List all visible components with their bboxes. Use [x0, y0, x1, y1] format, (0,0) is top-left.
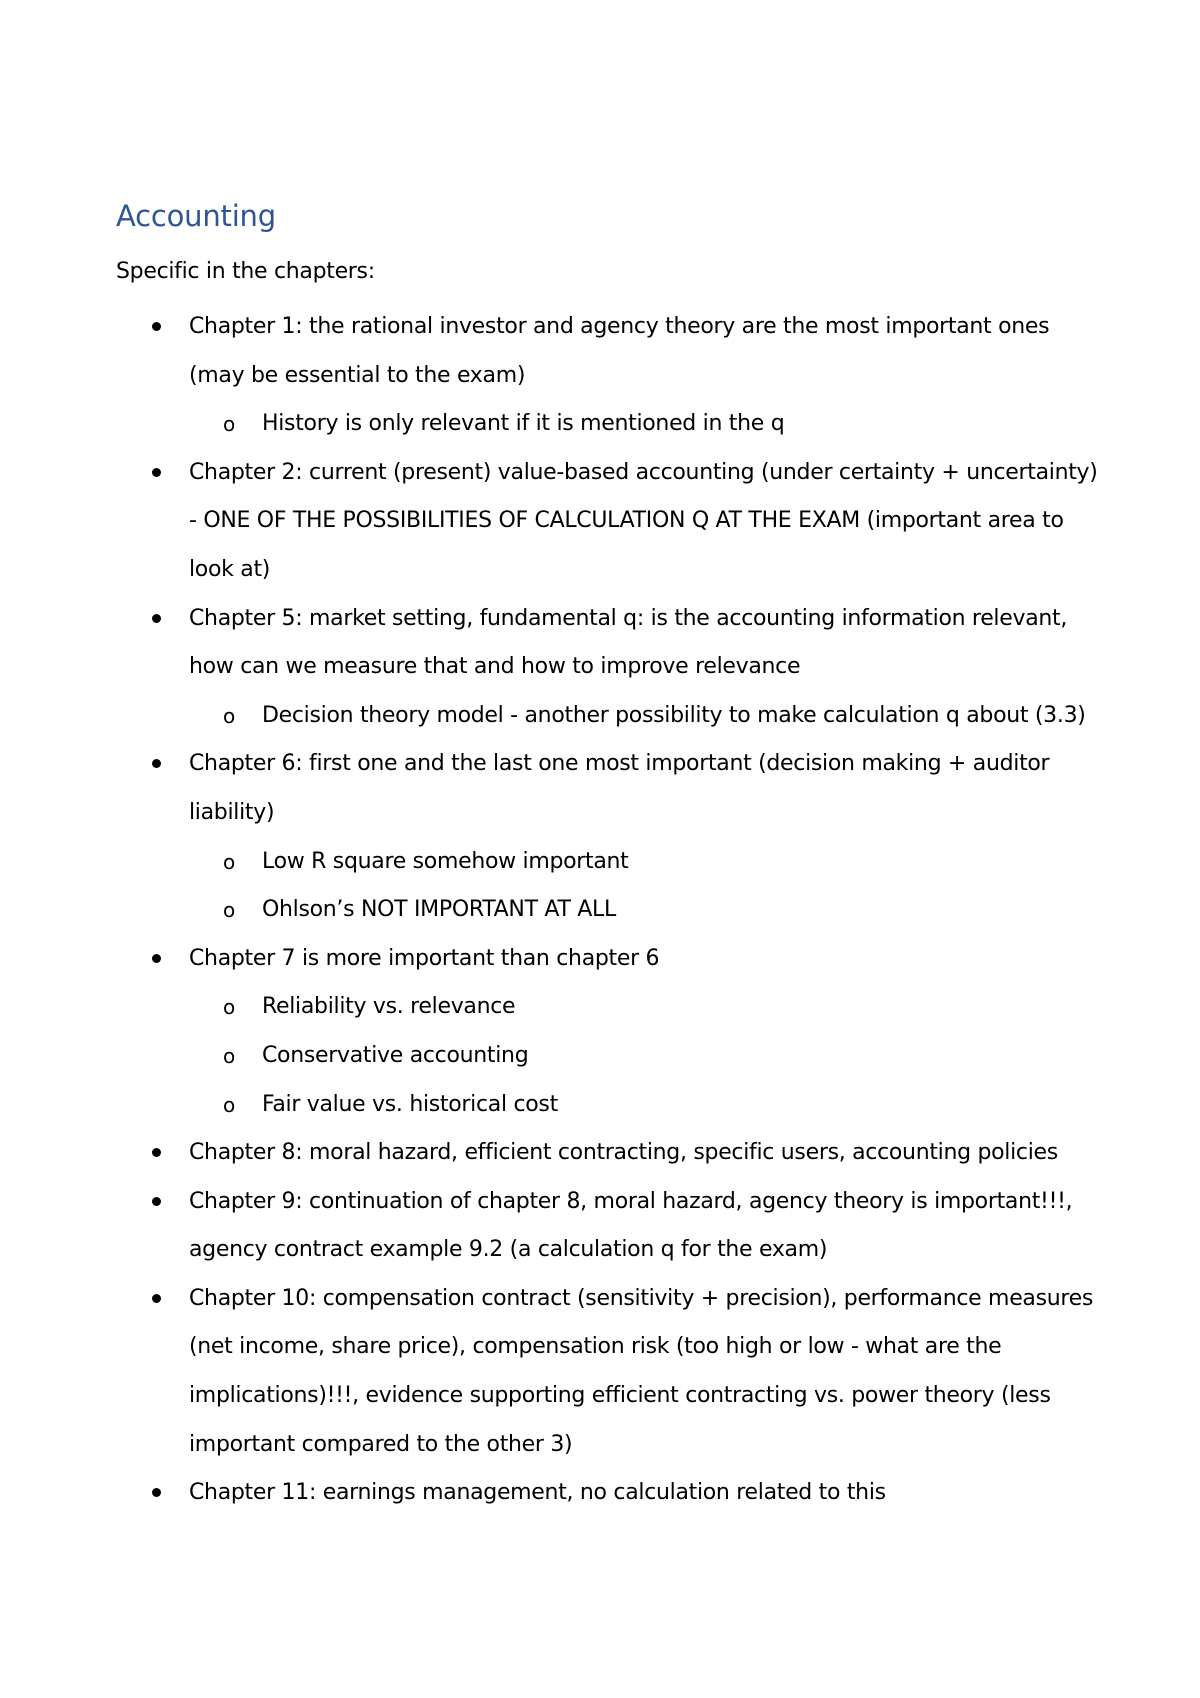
bullet-icon — [152, 1488, 161, 1497]
chapter-item-text: Chapter 2: current (present) value-based accounting (under certainty + uncertainty) - ONE OF THE POSSIBILITIES OF CALCULATION Q AT THE EXAM (important area to look at) — [189, 459, 1098, 582]
sub-item-text: History is only relevant if it is mentioned in the q — [262, 411, 785, 437]
sub-list-item — [189, 1081, 1106, 1130]
chapter-list-item — [116, 595, 1106, 741]
intro-text: Specific in the chapters: — [116, 259, 375, 284]
circle-bullet-icon: o — [223, 703, 235, 728]
document-content — [116, 196, 1106, 1518]
chapter-list-item — [116, 935, 1106, 1129]
sub-list-item — [189, 838, 1106, 887]
bullet-icon — [152, 954, 161, 963]
circle-bullet-icon: o — [223, 995, 235, 1020]
circle-bullet-icon: o — [223, 1043, 235, 1068]
sub-item-text: Reliability vs. relevance — [262, 994, 516, 1020]
circle-bullet-icon: o — [223, 1092, 235, 1117]
bullet-icon — [152, 468, 161, 477]
bullet-icon — [152, 322, 161, 331]
sub-item-text: Fair value vs. historical cost — [262, 1091, 558, 1117]
circle-bullet-icon: o — [223, 898, 235, 923]
sub-list-item — [189, 692, 1106, 741]
chapter-item-text: Chapter 6: first one and the last one most important (decision making + auditor liability) — [189, 751, 1050, 825]
chapter-item-text: Chapter 10: compensation contract (sensitivity + precision), performance measures (net income, share price), compensation risk (too high or low - what are the implications)!!!, evidence supporting efficient contracting vs. power theory (less important compared to the other 3) — [189, 1285, 1094, 1457]
bullet-icon — [152, 1148, 161, 1157]
chapter-list-item — [116, 303, 1106, 449]
chapter-item-text: Chapter 8: moral hazard, efficient contracting, specific users, accounting policies — [189, 1140, 1058, 1166]
chapter-list-item — [116, 449, 1106, 595]
chapter-list-item — [116, 1129, 1106, 1178]
sub-list-item — [189, 1032, 1106, 1081]
document-title: Accounting — [116, 199, 276, 233]
chapter-list-item — [116, 1469, 1106, 1518]
sub-item-text: Conservative accounting — [262, 1042, 529, 1068]
sub-item-text: Decision theory model - another possibility to make calculation q about (3.3) — [262, 702, 1086, 728]
bullet-icon — [152, 759, 161, 768]
chapter-item-text: Chapter 5: market setting, fundamental q: is the accounting information relevant, how can we measure that and how to improve relevance — [189, 605, 1068, 680]
sub-list — [189, 983, 1106, 1129]
chapter-item-text: Chapter 1: the rational investor and agency theory are the most important ones (may be essential to the exam) — [189, 314, 1050, 388]
chapter-item-text: Chapter 9: continuation of chapter 8, moral hazard, agency theory is important!!!, agency contract example 9.2 (a calculation q for the exam) — [189, 1188, 1073, 1263]
chapter-item-text: Chapter 11: earnings management, no calculation related to this — [189, 1480, 886, 1506]
sub-list — [189, 692, 1106, 741]
chapter-list-item — [116, 1178, 1106, 1275]
chapter-item-text: Chapter 7 is more important than chapter 6 — [189, 945, 660, 971]
sub-list-item — [189, 886, 1106, 935]
circle-bullet-icon: o — [223, 849, 235, 874]
sub-list — [189, 838, 1106, 935]
sub-list-item — [189, 983, 1106, 1032]
sub-list — [189, 400, 1106, 449]
chapter-list — [116, 303, 1106, 1518]
bullet-icon — [152, 614, 161, 623]
sub-item-text: Ohlson’s NOT IMPORTANT AT ALL — [262, 897, 616, 923]
chapter-list-item — [116, 1275, 1106, 1469]
sub-item-text: Low R square somehow important — [262, 848, 629, 874]
bullet-icon — [152, 1197, 161, 1206]
chapter-list-item — [116, 740, 1106, 934]
bullet-icon — [152, 1294, 161, 1303]
circle-bullet-icon: o — [223, 412, 235, 437]
sub-list-item — [189, 400, 1106, 449]
